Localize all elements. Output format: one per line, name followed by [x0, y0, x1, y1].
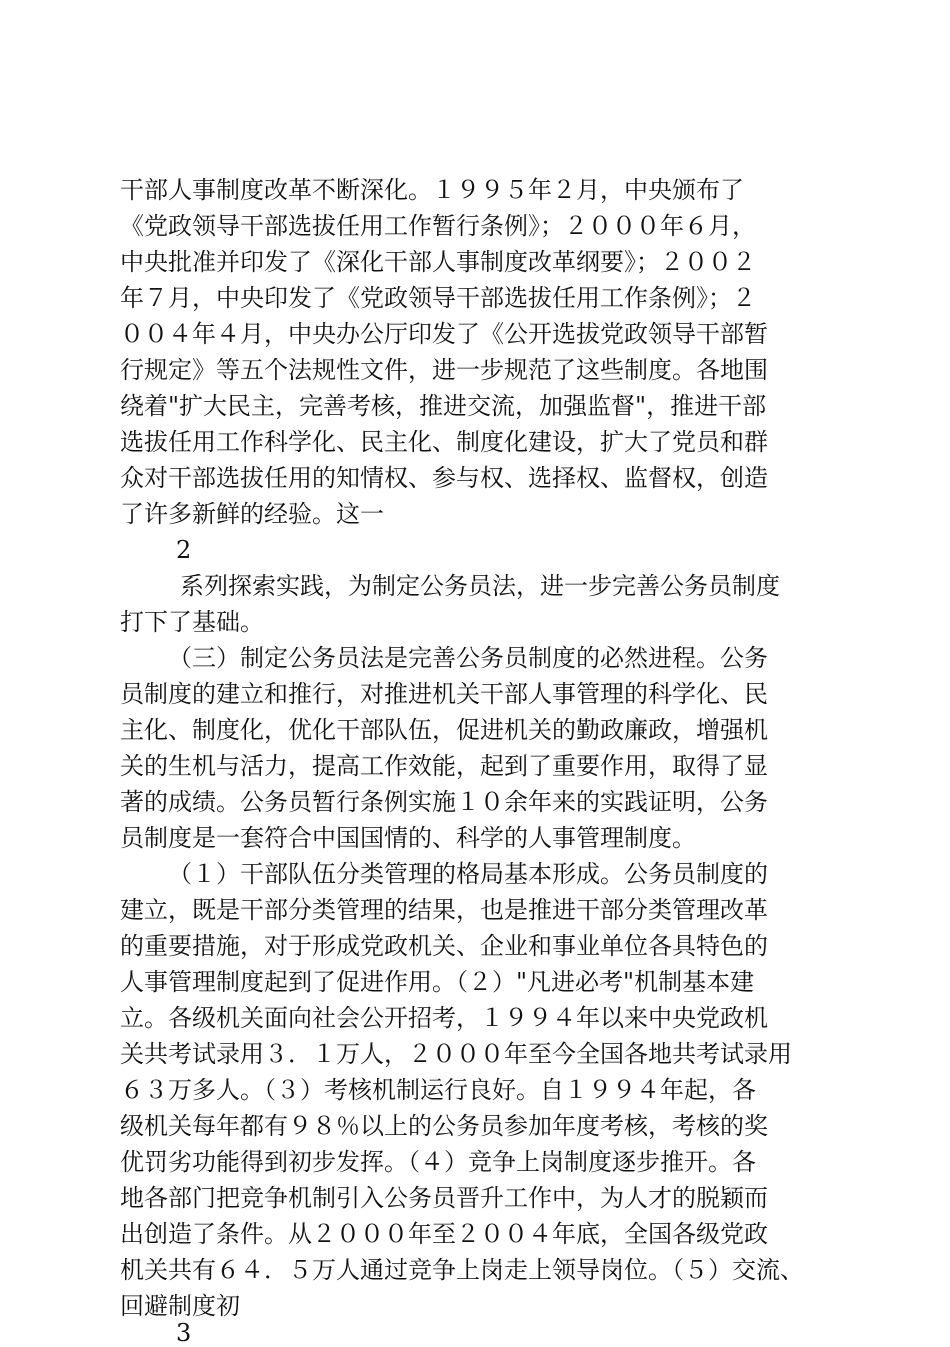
- text-line: 打下了基础。: [120, 608, 264, 636]
- text-line: 中央批准并印发了《深化干部人事制度改革纲要》；２００２: [120, 248, 756, 276]
- text-line: 人事管理制度起到了促进作用。（２）"凡进必考"机制基本建: [120, 968, 755, 996]
- text-line: 出创造了条件。从２０００年至２００４年底，全国各级党政: [120, 1220, 768, 1248]
- text-line: 选拔任用工作科学化、民主化、制度化建设，扩大了党员和群: [120, 428, 768, 456]
- page-marker: 3: [176, 1319, 192, 1347]
- text-line: 关的生机与活力，提高工作效能，起到了重要作用，取得了显: [120, 752, 768, 780]
- text-line: 机关共有６４．５万人通过竞争上岗走上领导岗位。（５）交流、: [120, 1256, 804, 1284]
- text-line: 主化、制度化，优化干部队伍，促进机关的勤政廉政，增强机: [120, 716, 768, 744]
- text-line: 员制度的建立和推行，对推进机关干部人事管理的科学化、民: [120, 680, 768, 708]
- text-line: 立。各级机关面向社会公开招考，１９９４年以来中央党政机: [120, 1004, 768, 1032]
- text-line: 建立，既是干部分类管理的结果，也是推进干部分类管理改革: [120, 896, 768, 924]
- text-line: 干部人事制度改革不断深化。１９９５年２月，中央颁布了: [120, 176, 744, 204]
- text-line: 年７月，中央印发了《党政领导干部选拔任用工作条例》；２: [120, 284, 756, 312]
- text-line: 了许多新鲜的经验。这一: [120, 500, 384, 528]
- text-line: （三）制定公务员法是完善公务员制度的必然进程。公务: [168, 644, 768, 672]
- text-line: 绕着"扩大民主，完善考核，推进交流，加强监督"，推进干部: [120, 392, 767, 420]
- text-line: 地各部门把竞争机制引入公务员晋升工作中，为人才的脱颖而: [120, 1184, 768, 1212]
- text-line: 行规定》等五个法规性文件，进一步规范了这些制度。各地围: [120, 356, 768, 384]
- text-line: 系列探索实践，为制定公务员法，进一步完善公务员制度: [180, 572, 780, 600]
- text-line: 回避制度初: [120, 1292, 240, 1320]
- page-marker: 2: [176, 536, 192, 564]
- text-line: 关共考试录用３．１万人，２０００年至今全国各地共考试录用: [120, 1040, 792, 1068]
- text-line: 众对干部选拔任用的知情权、参与权、选择权、监督权，创造: [120, 464, 768, 492]
- text-line: 优罚劣功能得到初步发挥。（４）竞争上岗制度逐步推开。各: [120, 1148, 756, 1176]
- text-line: 《党政领导干部选拔任用工作暂行条例》；２０００年６月，: [120, 212, 756, 240]
- text-line: ６３万多人。（３）考核机制运行良好。自１９９４年起，各: [120, 1076, 756, 1104]
- text-line: 员制度是一套符合中国国情的、科学的人事管理制度。: [120, 824, 696, 852]
- text-line: 著的成绩。公务员暂行条例实施１０余年来的实践证明，公务: [120, 788, 768, 816]
- text-line: 的重要措施，对于形成党政机关、企业和事业单位各具特色的: [120, 932, 768, 960]
- text-line: ００４年４月，中央办公厅印发了《公开选拔党政领导干部暂: [120, 320, 768, 348]
- text-line: （１）干部队伍分类管理的格局基本形成。公务员制度的: [168, 860, 768, 888]
- text-line: 级机关每年都有９８％以上的公务员参加年度考核，考核的奖: [120, 1112, 768, 1140]
